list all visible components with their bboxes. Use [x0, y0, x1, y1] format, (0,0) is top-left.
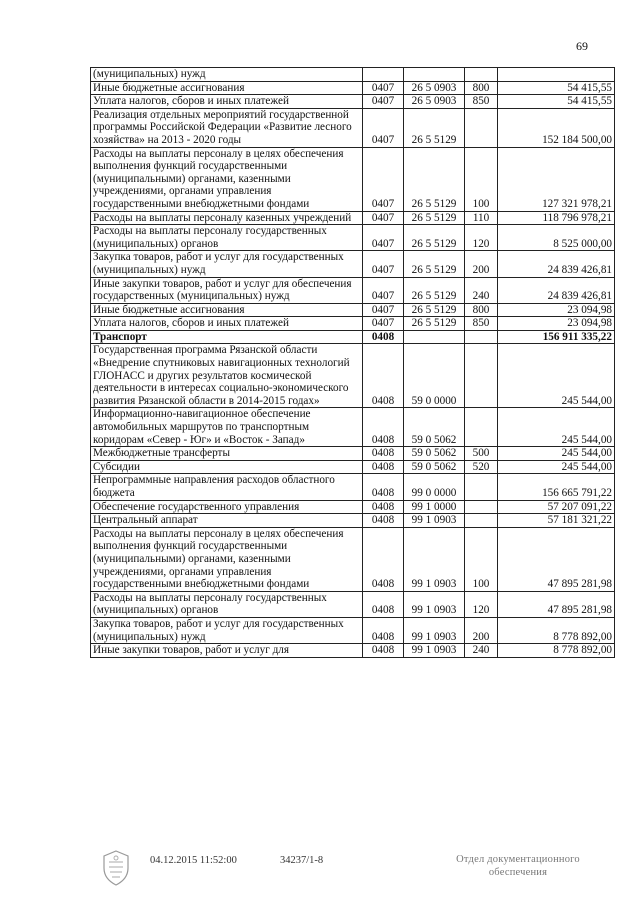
cell-target-code: 26 5 0903 [404, 81, 465, 95]
cell-name: Субсидии [91, 460, 363, 474]
cell-section-code [363, 68, 404, 82]
cell-name: Межбюджетные трансферты [91, 447, 363, 461]
cell-expense-type: 120 [465, 225, 498, 251]
cell-amount: 54 415,55 [498, 81, 615, 95]
cell-target-code: 99 1 0903 [404, 527, 465, 591]
cell-section-code: 0408 [363, 644, 404, 658]
table-row [91, 408, 615, 447]
cell-expense-type: 120 [465, 591, 498, 617]
cell-name: Обеспечение государственного управления [91, 500, 363, 514]
cell-amount: 118 796 978,21 [498, 211, 615, 225]
table-row [91, 474, 615, 500]
page-number: 69 [576, 39, 588, 53]
cell-target-code: 99 1 0903 [404, 514, 465, 528]
cell-section-code: 0407 [363, 303, 404, 317]
footer-date: 04.12.2015 11:52:00 [150, 855, 237, 866]
cell-expense-type: 800 [465, 81, 498, 95]
cell-name: Иные бюджетные ассигнования [91, 81, 363, 95]
cell-name: Транспорт [91, 330, 363, 344]
table-row [91, 225, 615, 251]
table-row [91, 317, 615, 331]
cell-name: Реализация отдельных мероприятий государственной программы Российской Федерации «Развитие лесного хозяйства» на 2013 - 2020 годы [91, 108, 363, 147]
cell-name: Центральный аппарат [91, 514, 363, 528]
cell-target-code: 59 0 0000 [404, 344, 465, 408]
department-stamp [448, 853, 588, 879]
budget-table-body [91, 68, 615, 658]
cell-amount: 24 839 426,81 [498, 251, 615, 277]
cell-expense-type: 110 [465, 211, 498, 225]
cell-expense-type [465, 344, 498, 408]
table-row [91, 460, 615, 474]
cell-amount: 245 544,00 [498, 460, 615, 474]
table-row [91, 277, 615, 303]
table-row [91, 95, 615, 109]
cell-amount: 152 184 500,00 [498, 108, 615, 147]
cell-name: Расходы на выплаты персоналу государственных (муниципальных) органов [91, 591, 363, 617]
cell-name: Иные закупки товаров, работ и услуг для обеспечения государственных (муниципальных) нужд [91, 277, 363, 303]
cell-amount: 57 181 321,22 [498, 514, 615, 528]
cell-name: Иные бюджетные ассигнования [91, 303, 363, 317]
cell-target-code: 26 5 5129 [404, 277, 465, 303]
cell-amount: 24 839 426,81 [498, 277, 615, 303]
table-row [91, 591, 615, 617]
cell-section-code: 0408 [363, 408, 404, 447]
cell-section-code: 0408 [363, 330, 404, 344]
table-row [91, 447, 615, 461]
cell-section-code: 0408 [363, 500, 404, 514]
cell-expense-type: 240 [465, 277, 498, 303]
cell-target-code: 26 5 5129 [404, 303, 465, 317]
cell-amount: 245 544,00 [498, 408, 615, 447]
cell-expense-type [465, 514, 498, 528]
cell-section-code: 0407 [363, 211, 404, 225]
cell-target-code: 26 5 5129 [404, 225, 465, 251]
cell-amount: 8 525 000,00 [498, 225, 615, 251]
cell-target-code: 26 5 5129 [404, 147, 465, 211]
footer-doc-number: 34237/1-8 [280, 855, 324, 866]
cell-name: Расходы на выплаты персоналу в целях обеспечения выполнения функций государственными (муниципальными) органами, казенными учреждениями, органами управления государственными внебюджетными фондами [91, 147, 363, 211]
cell-section-code: 0408 [363, 474, 404, 500]
cell-section-code: 0408 [363, 460, 404, 474]
cell-section-code: 0407 [363, 317, 404, 331]
cell-target-code: 99 0 0000 [404, 474, 465, 500]
cell-amount: 127 321 978,21 [498, 147, 615, 211]
table-row [91, 527, 615, 591]
table-row [91, 644, 615, 658]
cell-expense-type: 100 [465, 527, 498, 591]
cell-expense-type: 240 [465, 644, 498, 658]
cell-expense-type: 520 [465, 460, 498, 474]
cell-amount: 57 207 091,22 [498, 500, 615, 514]
cell-amount: 156 665 791,22 [498, 474, 615, 500]
table-row [91, 251, 615, 277]
cell-expense-type [465, 408, 498, 447]
cell-section-code: 0408 [363, 344, 404, 408]
cell-amount: 156 911 335,22 [498, 330, 615, 344]
cell-target-code: 59 0 5062 [404, 460, 465, 474]
cell-expense-type [465, 500, 498, 514]
cell-target-code [404, 330, 465, 344]
cell-amount: 47 895 281,98 [498, 591, 615, 617]
cell-section-code: 0408 [363, 527, 404, 591]
cell-amount [498, 68, 615, 82]
cell-expense-type: 100 [465, 147, 498, 211]
cell-amount: 245 544,00 [498, 344, 615, 408]
cell-expense-type [465, 68, 498, 82]
table-row [91, 344, 615, 408]
cell-target-code: 26 5 5129 [404, 251, 465, 277]
table-row [91, 108, 615, 147]
cell-section-code: 0407 [363, 81, 404, 95]
table-row [91, 68, 615, 82]
cell-amount: 8 778 892,00 [498, 617, 615, 643]
table-row [91, 81, 615, 95]
cell-amount: 47 895 281,98 [498, 527, 615, 591]
cell-target-code: 26 5 5129 [404, 317, 465, 331]
cell-name: Информационно-навигационное обеспечение автомобильных маршрутов по транспортным коридорам «Север - Юг» и «Восток - Запад» [91, 408, 363, 447]
cell-name: Государственная программа Рязанской области «Внедрение спутниковых навигационных технологий ГЛОНАСС и других результатов космической деятельности в интересах социально-экономического развития Рязанской области в 2014-2015 годах» [91, 344, 363, 408]
cell-name: Непрограммные направления расходов областного бюджета [91, 474, 363, 500]
cell-section-code: 0408 [363, 447, 404, 461]
cell-target-code: 59 0 5062 [404, 408, 465, 447]
cell-amount: 54 415,55 [498, 95, 615, 109]
cell-name: Уплата налогов, сборов и иных платежей [91, 317, 363, 331]
cell-name: Расходы на выплаты персоналу казенных учреждений [91, 211, 363, 225]
cell-expense-type: 850 [465, 95, 498, 109]
cell-expense-type: 200 [465, 251, 498, 277]
cell-amount: 245 544,00 [498, 447, 615, 461]
cell-target-code: 99 1 0903 [404, 617, 465, 643]
table-row [91, 211, 615, 225]
cell-expense-type [465, 330, 498, 344]
cell-expense-type: 850 [465, 317, 498, 331]
cell-target-code: 26 5 5129 [404, 211, 465, 225]
cell-section-code: 0408 [363, 591, 404, 617]
cell-name: Уплата налогов, сборов и иных платежей [91, 95, 363, 109]
cell-expense-type: 800 [465, 303, 498, 317]
stamp-line-1: Отдел документационного [456, 854, 580, 865]
cell-target-code: 26 5 0903 [404, 95, 465, 109]
table-row [91, 514, 615, 528]
cell-name: (муниципальных) нужд [91, 68, 363, 82]
cell-name: Расходы на выплаты персоналу в целях обеспечения выполнения функций государственными (муниципальными) органами, казенными учреждениями, органами управления государственными внебюджетными фондами [91, 527, 363, 591]
cell-section-code: 0407 [363, 277, 404, 303]
cell-section-code: 0407 [363, 225, 404, 251]
table-row [91, 330, 615, 344]
cell-expense-type [465, 108, 498, 147]
cell-target-code: 99 1 0000 [404, 500, 465, 514]
budget-table [90, 67, 615, 658]
cell-section-code: 0408 [363, 617, 404, 643]
cell-target-code: 26 5 5129 [404, 108, 465, 147]
cell-expense-type: 200 [465, 617, 498, 643]
cell-name: Расходы на выплаты персоналу государственных (муниципальных) органов [91, 225, 363, 251]
cell-expense-type: 500 [465, 447, 498, 461]
cell-section-code: 0407 [363, 147, 404, 211]
table-row [91, 147, 615, 211]
coat-of-arms-seal-icon [98, 848, 134, 888]
cell-name: Закупка товаров, работ и услуг для государственных (муниципальных) нужд [91, 617, 363, 643]
cell-section-code: 0407 [363, 95, 404, 109]
cell-amount: 8 778 892,00 [498, 644, 615, 658]
cell-section-code: 0408 [363, 514, 404, 528]
cell-target-code [404, 68, 465, 82]
table-row [91, 617, 615, 643]
table-row [91, 500, 615, 514]
cell-amount: 23 094,98 [498, 317, 615, 331]
cell-amount: 23 094,98 [498, 303, 615, 317]
cell-target-code: 99 1 0903 [404, 591, 465, 617]
cell-section-code: 0407 [363, 108, 404, 147]
table-row [91, 303, 615, 317]
cell-target-code: 99 1 0903 [404, 644, 465, 658]
stamp-line-2: обеспечения [488, 867, 548, 878]
cell-target-code: 59 0 5062 [404, 447, 465, 461]
cell-name: Иные закупки товаров, работ и услуг для [91, 644, 363, 658]
cell-section-code: 0407 [363, 251, 404, 277]
cell-expense-type [465, 474, 498, 500]
cell-name: Закупка товаров, работ и услуг для государственных (муниципальных) нужд [91, 251, 363, 277]
